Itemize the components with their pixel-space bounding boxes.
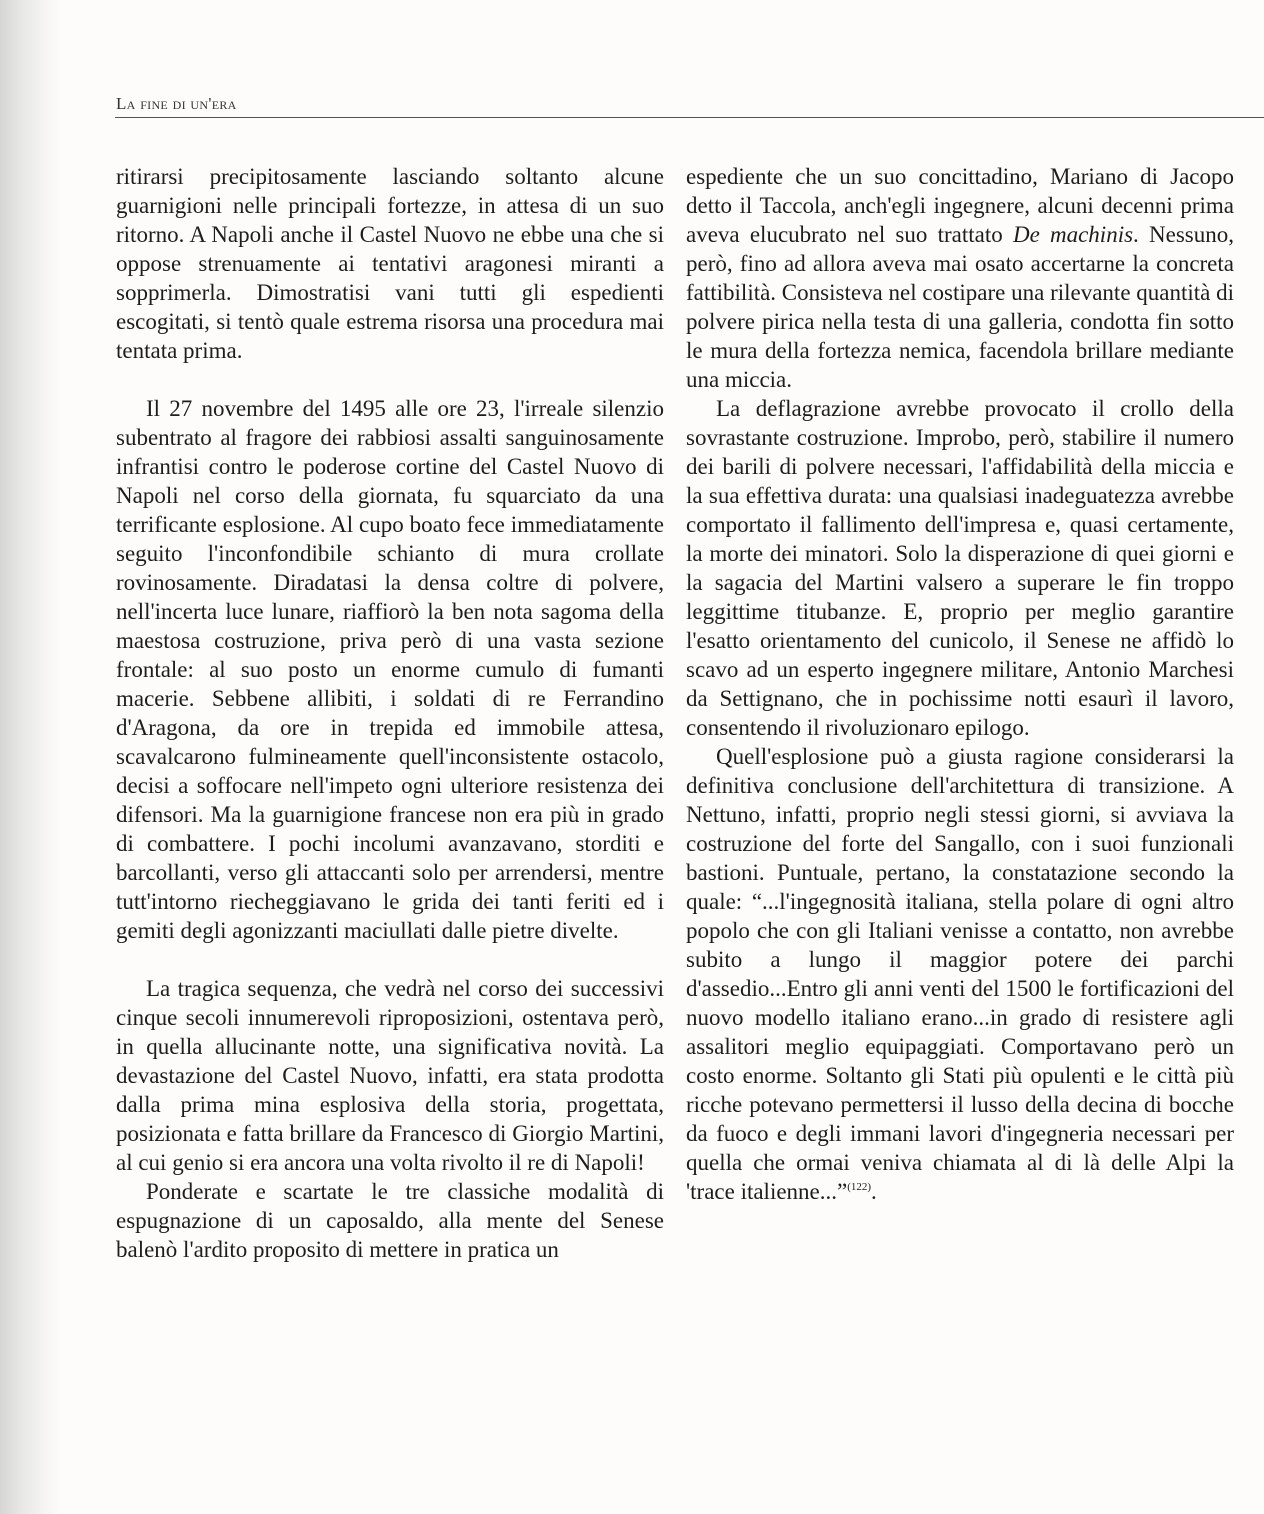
book-title: De machinis xyxy=(1012,222,1134,247)
header-rule xyxy=(115,117,1264,118)
right-paragraph-2: La deflagrazione avrebbe provocato il crollo della sovrastante costruzione. Improbo, però, stabilire il numero dei barili di polvere necessari, l'affidabilità della miccia e la sua effettiva durata: una qualsiasi inadeguatezza avrebbe comportato il fallimento dell'impresa e, quasi certamente, la morte dei minatori. Solo la disperazione di quei giorni e la sagacia del Martini valsero a superare le fin troppo leggittime titubanze. E, proprio per meglio garantire l'esatto orientamento del cunicolo, il Senese ne affidò lo scavo ad un esperto ingegnere militare, Antonio Marchesi da Settignano, che in pochissime notti esaurì il lavoro, consentendo il rivoluzionaro epilogo. xyxy=(686,396,1234,740)
left-paragraph-1: ritirarsi precipitosamente lasciando soltanto alcune guarnigioni nelle principali fortezze, in attesa di un suo ritorno. A Napoli anche il Castel Nuovo ne ebbe una che si oppose strenuamente ai tentativi aragonesi miranti a sopprimerla. Dimostratisi vani tutti gli espedienti escogitati, si tentò quale estrema risorsa una procedura mai tentata prima. xyxy=(116,164,664,363)
right-paragraph-1-start: espediente che un suo concittadino, Mariano di Jacopo detto il Taccola, anch'egli ingegnere, alcuni decenni prima aveva elucubrato nel suo trattato xyxy=(686,164,1234,247)
left-paragraph-2: Il 27 novembre del 1495 alle ore 23, l'irreale silenzio subentrato al fragore dei rabbiosi assalti sanguinosamente infrantisi contro le poderose cortine del Castel Nuovo di Napoli nel corso della giornata, fu squarciato da una terrificante esplosione. Al cupo boato fece immediatamente seguito l'inconfondibile schianto di mura crollate rovinosamente. Diradatasi la densa coltre di polvere, nell'incerta luce lunare, riaffiorò la ben nota sagoma della maestosa costruzione, priva però di una vasta sezione frontale: al suo posto un enorme cumulo di fumanti macerie. Sebbene allibiti, i soldati di re Ferrandino d'Aragona, da ore in trepida ed immobile attesa, scavalcarono fulmineamente quell'inconsistente ostacolo, decisi a soffocare nell'impeto ogni ulteriore resistenza dei difensori. Ma la guarnigione francese non era più in grado di combattere. I pochi incolumi avanzavano, storditi e barcollanti, verso gli attaccanti solo per arrendersi, mentre tutt'intorno riecheggiavano le grida dei tanti feriti ed i gemiti degli agonizzanti maciullati dalle pietre divelte. xyxy=(116,396,664,943)
right-paragraph-1 xyxy=(686,162,1234,394)
footnote-reference: (122) xyxy=(847,1181,872,1193)
right-paragraph-1-end: . Nessuno, però, fino ad allora aveva mai osato accertarne la concreta fattibilità. Consisteva nel costipare una rilevante quantità di polvere pirica nella testa di una galleria, condotta fin sotto le mura della fortezza nemica, facendola brillare mediante una miccia. xyxy=(686,222,1235,392)
right-column xyxy=(686,162,1234,1206)
right-paragraph-3-text: Quell'esplosione può a giusta ragione considerarsi la definitiva conclusione dell'architettura di transizione. A Nettuno, infatti, proprio negli stessi giorni, si avviava la costruzione del forte del Sangallo, con i suoi funzionali bastioni. Puntuale, pertano, la constatazione secondo la quale: “...l'ingegnosità italiana, stella polare di ogni altro popolo che con gli Italiani venisse a contatto, non avrebbe subito a lungo il maggior potere dei parchi d'assedio...Entro gli anni venti del 1500 le fortificazioni del nuovo modello italiano erano...in grado di resistere agli assalitori meglio equipaggiati. Comportavano però un costo enorme. Soltanto gli Stati più opulenti e le città più ricche potevano permettersi il lusso della decina di bocche da fuoco e degli immani lavori d'ingegneria necessari per quella che ormai veniva chiamata al di là delle Alpi la 'trace italienne...” xyxy=(686,744,1234,1204)
running-head: La fine di un'era xyxy=(116,94,237,113)
right-paragraph-3 xyxy=(686,742,1234,1206)
left-column xyxy=(116,162,664,1264)
left-paragraph-4: Ponderate e scartate le tre classiche modalità di espugnazione di un caposaldo, alla mente del Senese balenò l'ardito proposito di mettere in pratica un xyxy=(116,1179,664,1262)
left-paragraph-3: La tragica sequenza, che vedrà nel corso dei successivi cinque secoli innumerevoli riproposizioni, ostentava però, in quella allucinante notte, una significativa novità. La devastazione del Castel Nuovo, infatti, era stata prodotta dalla prima mina esplosiva della storia, progettata, posizionata e fatta brillare da Francesco di Giorgio Martini, al cui genio si era ancora una volta rivolto il re di Napoli! xyxy=(116,976,664,1175)
right-paragraph-3-end: . xyxy=(871,1179,877,1204)
page-binding-shadow xyxy=(0,0,60,1514)
